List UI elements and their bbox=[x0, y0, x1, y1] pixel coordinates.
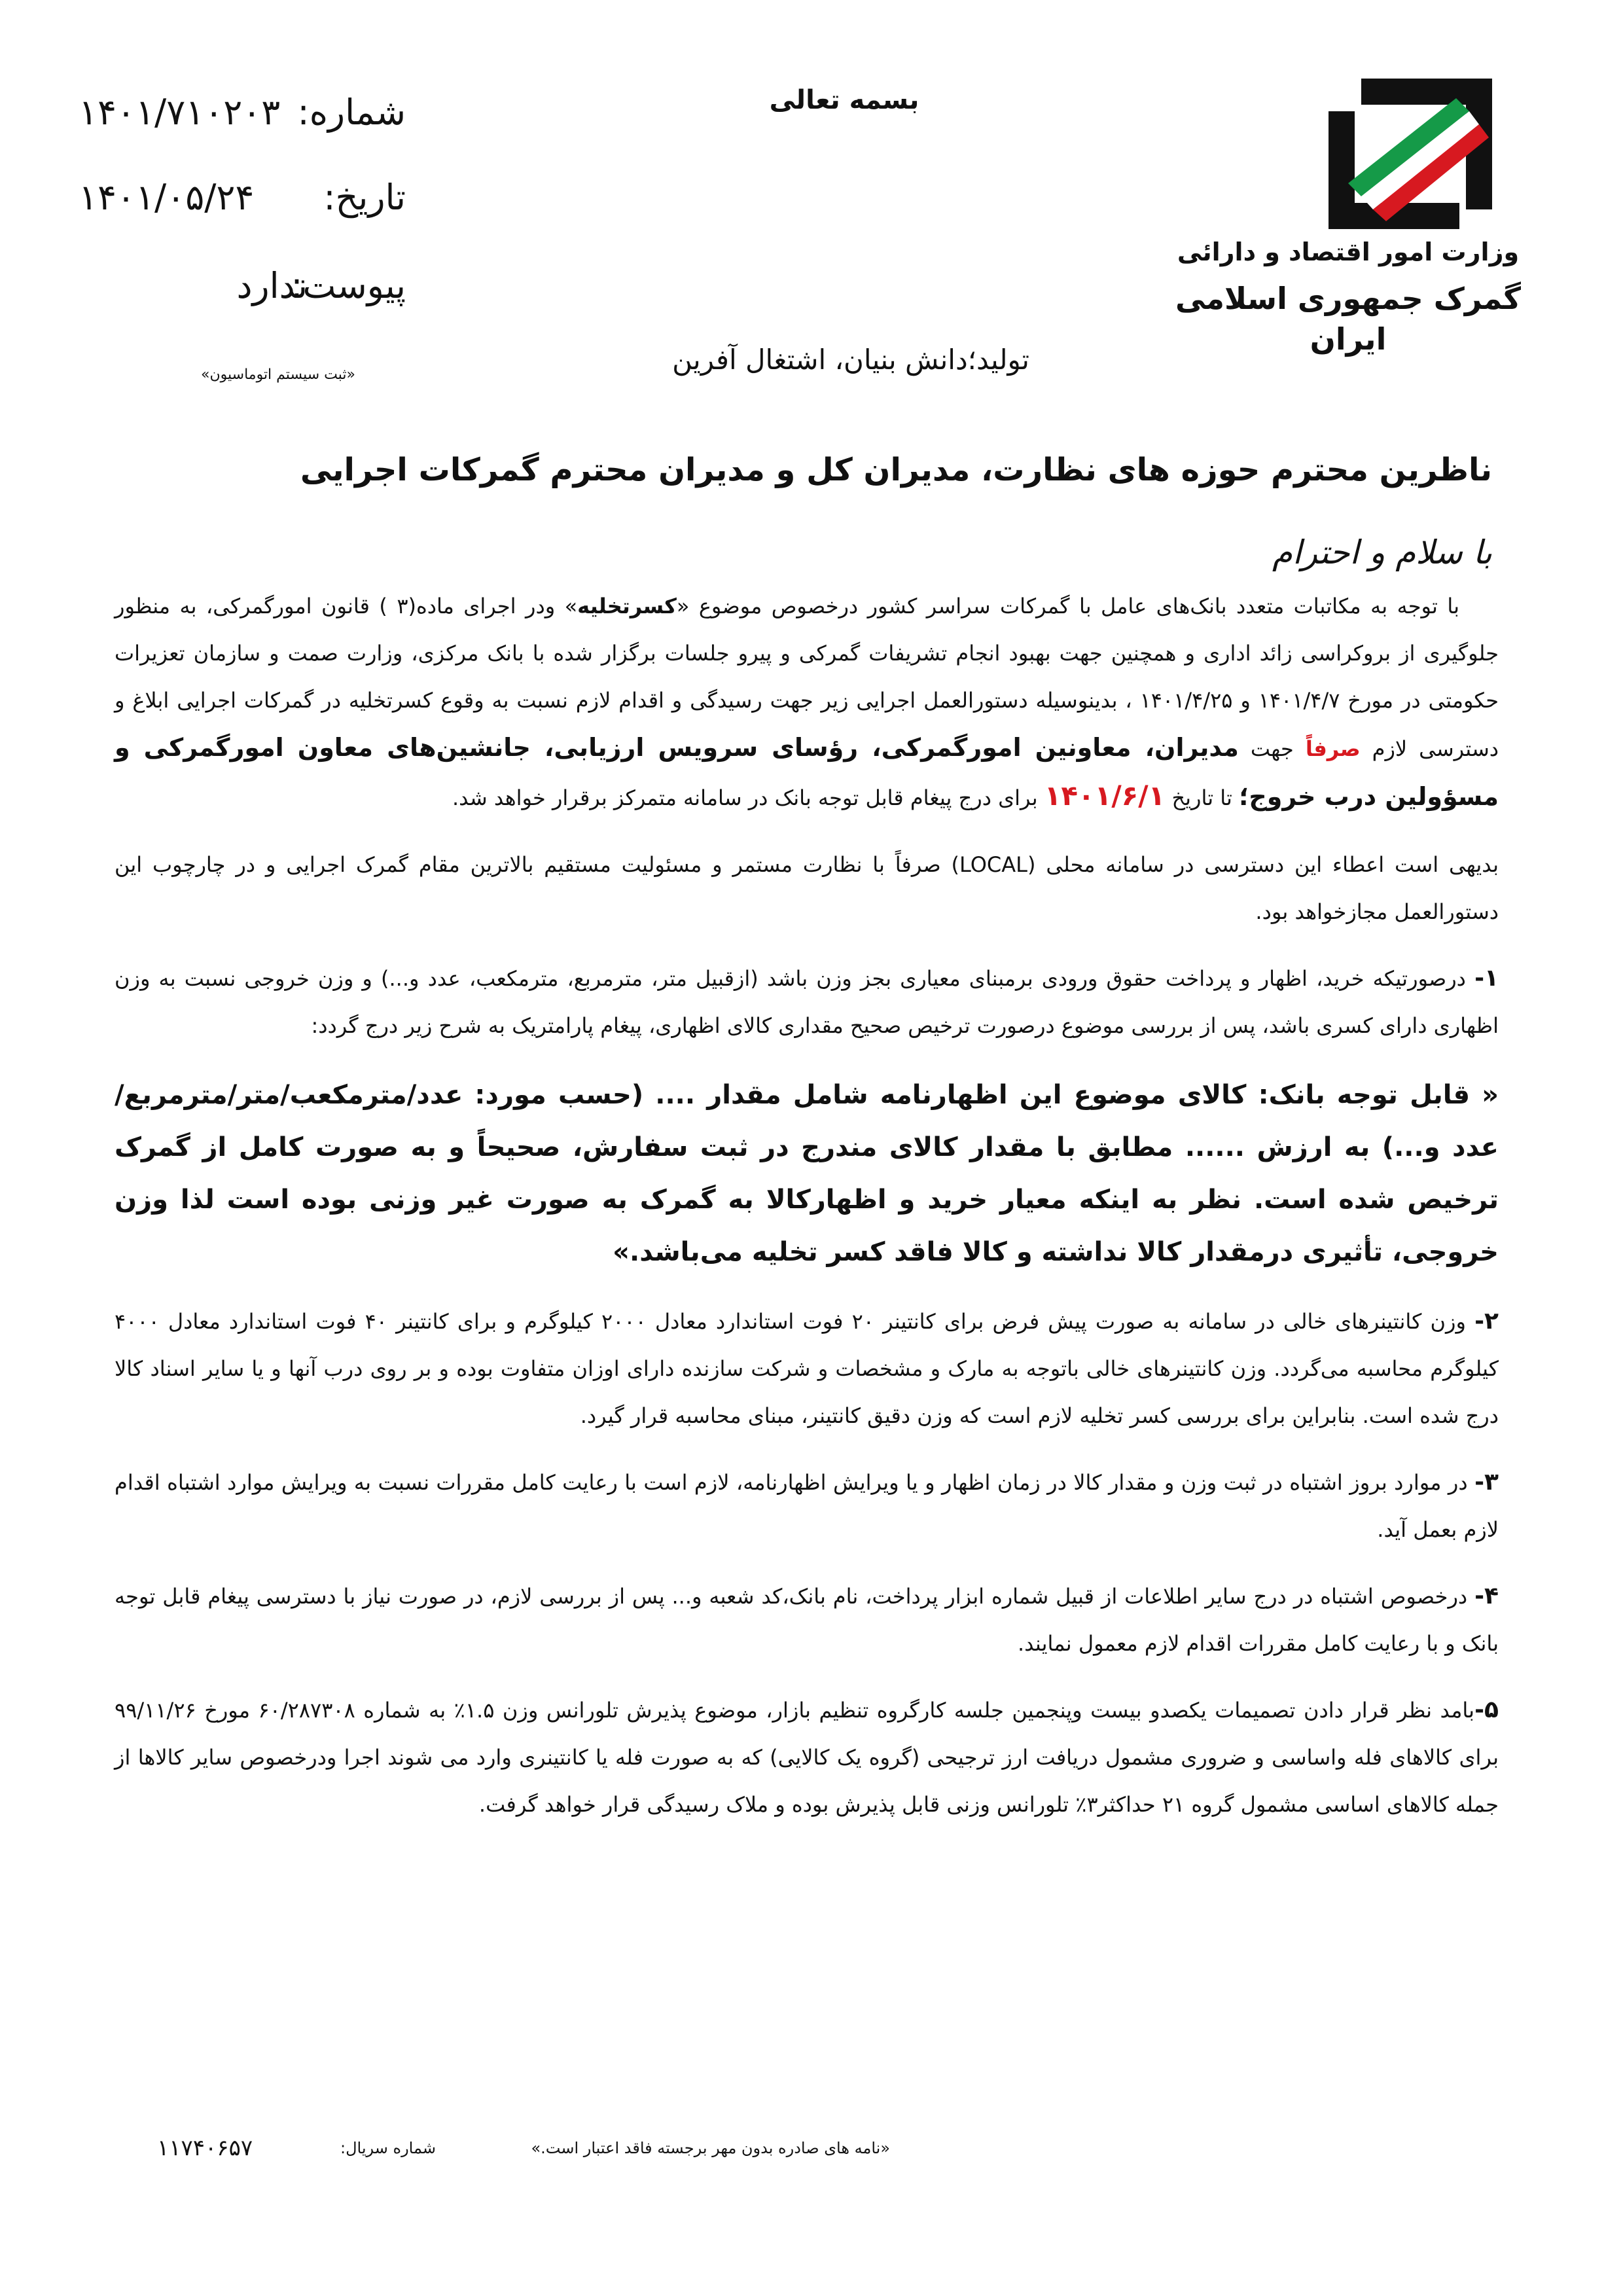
year-slogan: تولید؛دانش بنیان، اشتغال آفرین bbox=[672, 344, 1029, 376]
organization-name: گمرک جمهوری اسلامی ایران bbox=[1175, 281, 1522, 357]
ministry-name: وزارت امور اقتصاد و دارائی bbox=[1177, 238, 1520, 266]
letter-attachment bbox=[79, 265, 406, 311]
item-2-text: وزن کانتینرهای خالی در سامانه به صورت پیش فرض برای کانتینر ۲۰ فوت استاندارد معادل ۲۰۰۰ کیلوگرم و برای کانتینر ۴۰ فوت استاندارد معادل ۴۰۰۰ کیلوگرم محاسبه می‌گردد. وزن کانتینرهای خالی باتوجه به مارک و مشخصات و شرکت سازنده دارای اوزان متفاوت بوده و بر روی درب آنها و یا سایر اسناد کالا درج شده است. بنابراین برای بررسی کسر تخلیه لازم است که وزن دقیق کانتینر، مبنای محاسبه قرار گیرد. bbox=[115, 1309, 1499, 1428]
paragraph-item-3 bbox=[115, 1459, 1499, 1553]
paragraph-item-4 bbox=[115, 1573, 1499, 1667]
item-2-number: ۲- bbox=[1474, 1308, 1499, 1335]
item-1-number: ۱- bbox=[1474, 965, 1499, 992]
customs-logo bbox=[1322, 72, 1499, 236]
paragraph-item-2 bbox=[115, 1298, 1499, 1439]
intro-exclusive-word: صرفاً bbox=[1305, 736, 1361, 761]
intro-text-5: برای درج پیغام قابل توجه بانک در سامانه متمرکز برقرار خواهد شد. bbox=[452, 785, 1044, 810]
footer bbox=[157, 2135, 890, 2165]
item-4-number: ۴- bbox=[1474, 1583, 1499, 1609]
letter-number-label: شماره: bbox=[297, 92, 406, 133]
letter-date-value: ۱۴۰۱/۰۵/۲۴ bbox=[79, 177, 255, 218]
paragraph-item-1 bbox=[115, 955, 1499, 1049]
letter-number bbox=[79, 92, 406, 137]
item-3-number: ۳- bbox=[1474, 1469, 1499, 1496]
item-5-text: بامد نظر قرار دادن تصمیمات یکصدو بیست وپنجمین جلسه کارگروه تنظیم بازار، موضوع پذیرش تلورانس وزن ۱.۵٪ به شماره ۶۰/۲۸۷۳۰۸ مورخ ۹۹/۱۱/۲۶ برای کالاهای فله واساسی و ضروری مشمول دریافت ارز ترجیحی (گروه یک کالایی) که به صورت فله یا کانتینری وارد می شوند اجرا ودرخصوص سایر کالاها از جمله کالاهای اساسی مشمول گروه ۲۱ حداکثر۳٪ تلورانس وزنی قابل پذیرش بوده و ملاک رسیدگی قرار خواهد گرفت. bbox=[115, 1698, 1499, 1817]
addressee: ناظرین محترم حوزه های نظارت، مدیران کل و مدیران محترم گمرکات اجرایی bbox=[300, 452, 1492, 488]
item-5-number: ۵- bbox=[1474, 1696, 1499, 1723]
intro-text-2: » ودر اجرای ماده(۳ ) قانون امورگمرکی، به منظور جلوگیری از بروکراسی زائد اداری و همچنین جهت بهبود انجام تشریفات گمرکی و پیرو جلسات برگزار شده با بانک مرکزی، وزارت صمت و سازمان تعزیرات حکومتی در مورخ ۱۴۰۱/۴/۷ و ۱۴۰۱/۴/۲۵ ، بدینوسیله دستورالعمل اجرایی زیر جهت رسیدگی و اقدام لازم نسبت به وقوع کسرتخلیه در گمرکات اجرایی ابلاغ و دسترسی لازم bbox=[115, 594, 1499, 761]
intro-subject: کسرتخلیه bbox=[577, 594, 677, 619]
intro-text-3: جهت bbox=[1238, 736, 1306, 761]
automation-registration-note: «ثبت سیستم اتوماسیون» bbox=[201, 367, 355, 383]
letter-date bbox=[79, 177, 406, 223]
item-3-text: در موارد بروز اشتباه در ثبت وزن و مقدار کالا در زمان اظهار و یا ویرایش اظهارنامه، لازم است با رعایت کامل مقررات نسبت به ویرایش موارد اشتباه اقدام لازم بعمل آید. bbox=[115, 1470, 1499, 1542]
serial-number-label: شماره سریال: bbox=[340, 2139, 436, 2157]
item-1-text: درصورتیکه خرید، اظهار و پرداخت حقوق ورودی برمبنای معیاری بجز وزن باشد (ازقبیل متر، مترمربع، مترمکعب، عدد و...) و وزن خروجی نسبت به وزن اظهاری دارای کسری باشد، پس از بررسی موضوع درصورت ترخیص صحیح مقداری کالای اظهاری، پیغام پارامتریک به شرح زیر درج گردد: bbox=[115, 966, 1499, 1038]
customs-emblem-icon bbox=[1322, 72, 1499, 236]
paragraph-item-5 bbox=[115, 1687, 1499, 1828]
serial-number-value: ۱۱۷۴۰۶۵۷ bbox=[157, 2135, 253, 2161]
paragraph-intro bbox=[115, 583, 1499, 821]
intro-text-1: با توجه به مکاتبات متعدد بانک‌های عامل با گمرکات سراسر کشور درخصوص موضوع « bbox=[676, 594, 1460, 619]
basmala: بسمه تعالی bbox=[769, 85, 919, 115]
item-4-text: درخصوص اشتباه در درج سایر اطلاعات از قبیل شماره ابزار پرداخت، نام بانک،کد شعبه و... پس از بررسی لازم، در صورت نیاز با دسترسی پیغام قابل توجه بانک و با رعایت کامل مقررات اقدام لازم معمول نمایند. bbox=[115, 1584, 1499, 1656]
letter-attachment-value: ندارد bbox=[236, 265, 308, 306]
intro-deadline-date: ۱۴۰۱/۶/۱ bbox=[1044, 780, 1166, 812]
letter-attachment-label: پیوست: bbox=[291, 265, 406, 306]
greeting: با سلام و احترام bbox=[1272, 533, 1492, 571]
intro-text-4: تا تاریخ bbox=[1165, 785, 1240, 810]
letter-body bbox=[115, 583, 1499, 1848]
ministry-header bbox=[1135, 236, 1561, 368]
letter-number-value: ۱۴۰۱/۷۱۰۲۰۳ bbox=[79, 92, 281, 133]
bank-notice-quote: « قابل توجه بانک: کالای موضوع این اظهارنامه شامل مقدار .... (حسب مورد: عدد/مترمکعب/متر/مترمربع/عدد و...) به ارزش ...... مطابق با مقدار کالای مندرج در ثبت سفارش، صحیحاً و به صورت کامل از گمرک ترخیص شده است. نظر به اینکه معیار خرید و اظهارکالا به گمرک به صورت غیر وزنی بوده است لذا وزن خروجی، تأثیری درمقدار کالا نداشته و کالا فاقد کسر تخلیه می‌باشد.» bbox=[115, 1080, 1499, 1267]
intro-authorized-roles: مدیران، معاونین امورگمرکی، رؤسای سرویس ارزیابی، جانشین‌های معاون امورگمرکی و مسؤولین درب خروج؛ bbox=[115, 733, 1499, 811]
paragraph-local-access: بدیهی است اعطاء این دسترسی در سامانه محلی (LOCAL) صرفاً با نظارت مستمر و مسئولیت مستقیم بالاترین مقام گمرک اجرایی و در چارچوب این دستورالعمل مجازخواهد بود. bbox=[115, 852, 1499, 924]
letter-date-label: تاریخ: bbox=[323, 177, 406, 218]
footer-validity-note: «نامه های صادره بدون مهر برجسته فاقد اعتبار است.» bbox=[531, 2139, 890, 2157]
